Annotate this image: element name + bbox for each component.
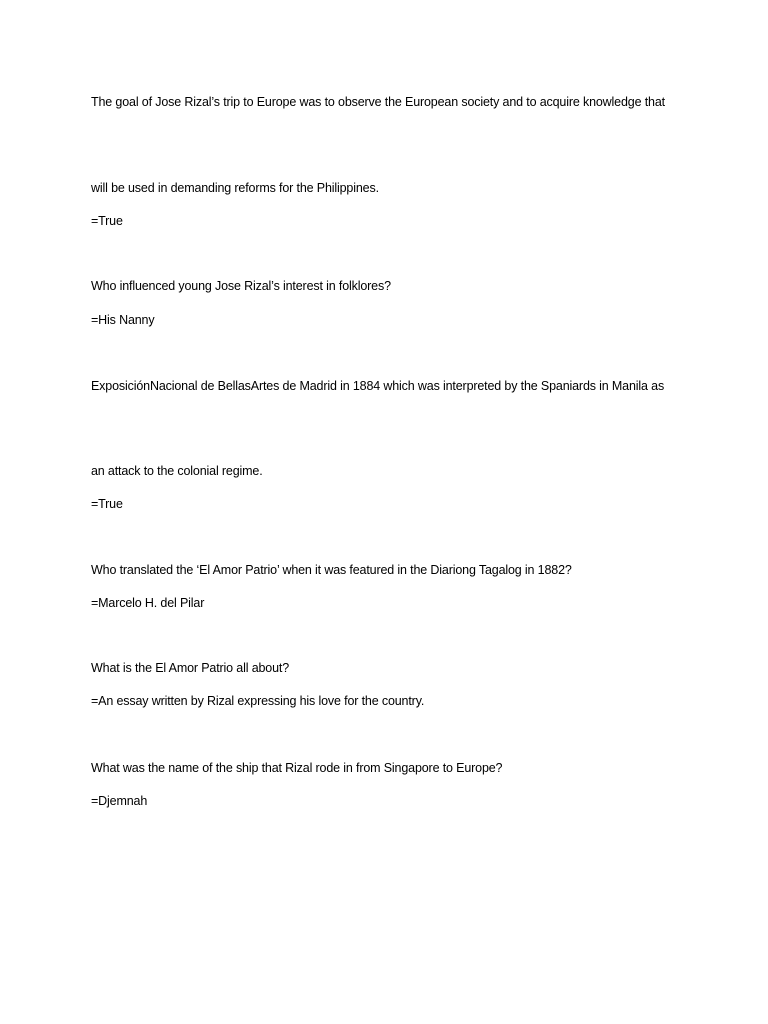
answer-text: =An essay written by Rizal expressing his love for the country. (91, 694, 425, 708)
question-text: Who translated the ‘El Amor Patrio’ when it was featured in the Diariong Tagalog in 1882? (91, 563, 572, 577)
question-text: ExposiciónNacional de BellasArtes de Madrid in 1884 which was interpreted by the Spaniards in Manila as (91, 379, 665, 393)
answer-text: =True (91, 497, 123, 511)
question-text-continued: will be used in demanding reforms for the Philippines. (91, 181, 379, 195)
answer-text: =Djemnah (91, 794, 148, 808)
question-text: The goal of Jose Rizal’s trip to Europe was to observe the European society and to acquire knowledge that (91, 95, 665, 109)
question-text: What was the name of the ship that Rizal rode in from Singapore to Europe? (91, 761, 503, 775)
question-text: Who influenced young Jose Rizal’s interest in folklores? (91, 279, 391, 293)
answer-text: =Marcelo H. del Pilar (91, 596, 205, 610)
question-text-continued: an attack to the colonial regime. (91, 464, 263, 478)
question-text: What is the El Amor Patrio all about? (91, 661, 290, 675)
answer-text: =His Nanny (91, 313, 155, 327)
answer-text: =True (91, 214, 123, 228)
